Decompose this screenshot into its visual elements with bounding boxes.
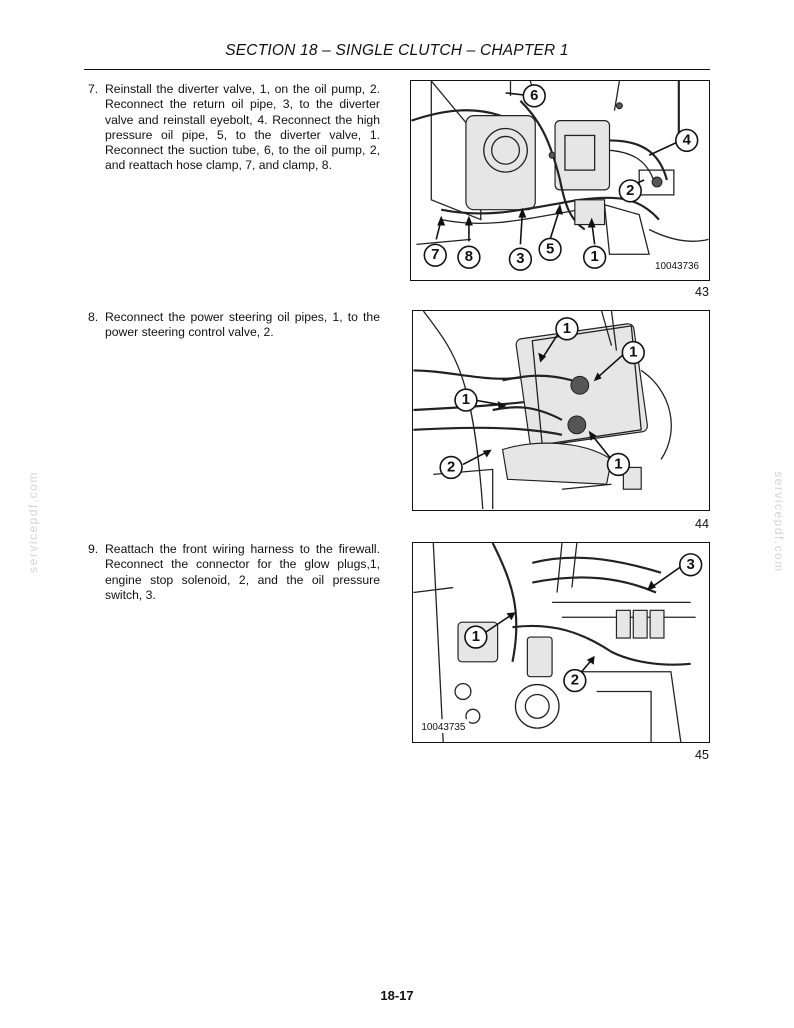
callout-6 <box>523 85 545 107</box>
figure-43 <box>410 80 710 281</box>
svg-text:5: 5 <box>545 241 555 258</box>
figure-code: 10043736 <box>655 261 700 273</box>
callout-1 <box>622 342 644 364</box>
step-8 <box>88 310 380 341</box>
figure-number-45: 45 <box>695 748 709 762</box>
figure-45 <box>412 542 710 743</box>
callout-1 <box>584 246 606 268</box>
callout-2 <box>564 670 586 692</box>
callout-8 <box>458 246 480 268</box>
svg-text:4: 4 <box>682 132 691 149</box>
callout-1 <box>455 389 477 411</box>
step-text: Reinstall the diverter valve, 1, on the oil pump, 2. Reconnect the return oil pipe, 3, to the diverter valve and reinstall eyebolt, 4. Reconnect the high pressure oil pipe, 5, to the diverter valve, 1. Reconnect the suction tube, 6, to the oil pump, 2, and reattach hose clamp, 7, and clamp, 8. <box>105 82 380 173</box>
callout-4 <box>676 130 698 152</box>
figure-number-43: 43 <box>695 285 709 299</box>
callout-2 <box>440 457 462 479</box>
svg-text:1: 1 <box>562 320 572 337</box>
svg-text:6: 6 <box>530 87 539 104</box>
callout-3 <box>680 554 702 576</box>
callout-1 <box>556 318 578 340</box>
callout-5 <box>539 238 561 260</box>
page-header <box>84 36 710 70</box>
page-number: 18-17 <box>380 988 414 1003</box>
svg-text:1: 1 <box>629 344 638 361</box>
step-9 <box>88 542 380 603</box>
svg-text:1: 1 <box>614 456 623 473</box>
watermark-left: servicepdf.com <box>25 471 40 573</box>
step-number: 8. <box>88 310 99 324</box>
svg-text:8: 8 <box>464 249 474 266</box>
figure-44-drawing <box>413 311 709 510</box>
figure-45-drawing <box>413 543 709 742</box>
figure-number-44: 44 <box>695 517 709 531</box>
figure-code: 10043735 <box>421 722 466 734</box>
svg-text:2: 2 <box>446 459 456 476</box>
svg-text:1: 1 <box>461 392 471 409</box>
step-text: Reattach the front wiring harness to the firewall. Reconnect the connector for the glow plugs,1, engine stop solenoid, 2, and the oil pressure switch, 3. <box>105 542 380 602</box>
callout-7 <box>424 244 446 266</box>
figure-43-drawing <box>411 81 709 280</box>
svg-text:1: 1 <box>590 249 599 266</box>
watermark-right: servicepdf.com <box>771 471 786 573</box>
svg-text:2: 2 <box>626 182 635 199</box>
step-7 <box>88 82 380 174</box>
figure-44 <box>412 310 710 511</box>
header-rule <box>84 69 710 70</box>
step-number: 9. <box>88 542 99 556</box>
step-text: Reconnect the power steering oil pipes, 1, to the power steering control valve, 2. <box>105 310 380 340</box>
callout-1 <box>608 454 630 476</box>
svg-text:7: 7 <box>431 247 440 264</box>
section-title: SECTION 18 – SINGLE CLUTCH – CHAPTER 1 <box>225 42 569 59</box>
svg-text:2: 2 <box>570 672 579 689</box>
callout-2 <box>619 180 641 202</box>
callout-3 <box>510 248 532 270</box>
callout-1 <box>465 626 487 648</box>
step-number: 7. <box>88 82 99 96</box>
svg-text:1: 1 <box>471 629 480 646</box>
svg-text:3: 3 <box>686 556 695 573</box>
svg-text:3: 3 <box>516 251 525 268</box>
